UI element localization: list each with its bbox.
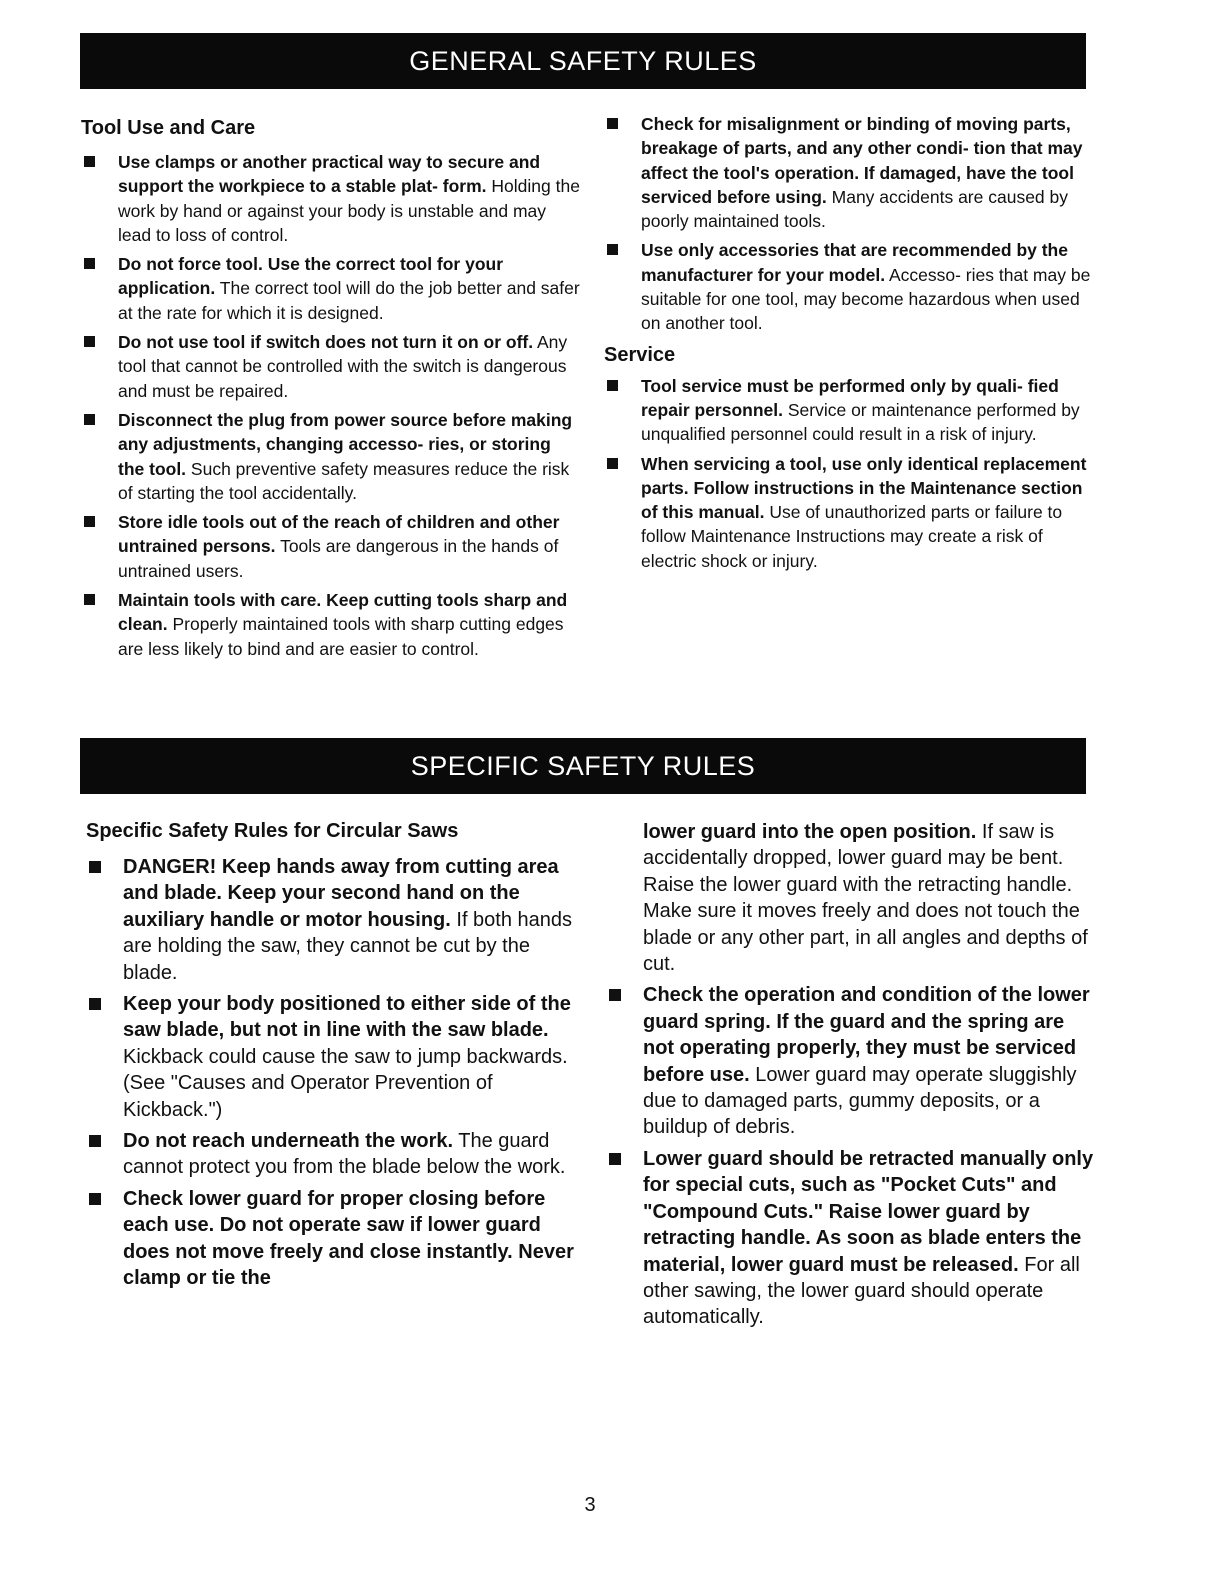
square-bullet-icon	[84, 336, 95, 347]
circular-saw-rules-heading: Specific Safety Rules for Circular Saws	[86, 820, 459, 842]
square-bullet-icon	[607, 118, 618, 129]
list-item: Do not reach underneath the work. The guard cannot protect you from the blade below the work.	[86, 1128, 586, 1181]
square-bullet-icon	[84, 258, 95, 269]
circular-saw-rules-right-column	[606, 819, 1096, 1336]
square-bullet-icon	[84, 594, 95, 605]
list-item: Do not use tool if switch does not turn it on or off. Any tool that cannot be controlled with the switch is dangerous and must be repaired.	[81, 330, 581, 403]
page-number: 3	[584, 1494, 596, 1516]
list-item: Use clamps or another practical way to secure and support the workpiece to a stable plat- form. Holding the work by hand or against your body is unstable and may lead to loss of control.	[81, 150, 581, 247]
tool-use-list	[81, 150, 581, 661]
service-column	[604, 112, 1094, 578]
square-bullet-icon	[84, 414, 95, 425]
list-item: Lower guard should be retracted manually only for special cuts, such as "Pocket Cuts" and "Compound Cuts." Raise lower guard by retracting handle. As soon as blade enters the material, lower guard must be released. For all other sawing, the lower guard should operate automatically.	[606, 1146, 1096, 1331]
square-bullet-icon	[607, 244, 618, 255]
list-item: Use only accessories that are recommended by the manufacturer for your model. Accesso- ries that may be suitable for one tool, may become hazardous when used on another tool.	[604, 238, 1094, 335]
square-bullet-icon	[607, 458, 618, 469]
list-item: DANGER! Keep hands away from cutting area and blade. Keep your second hand on the auxiliary handle or motor housing. If both hands are holding the saw, they cannot be cut by the blade.	[86, 854, 586, 986]
list-item: Keep your body positioned to either side of the saw blade, but not in line with the saw blade. Kickback could cause the saw to jump backwards. (See "Causes and Operator Prevention of Kickback.")	[86, 991, 586, 1123]
square-bullet-icon	[89, 1135, 101, 1147]
list-item: When servicing a tool, use only identical replacement parts. Follow instructions in the Maintenance section of this manual. Use of unauthorized parts or failure to follow Maintenance Instructions may create a risk of electric shock or injury.	[604, 452, 1094, 573]
list-item: Check for misalignment or binding of moving parts, breakage of parts, and any other condi- tion that may affect the tool's operation. If damaged, have the tool serviced before using. Many accidents are caused by poorly maintained tools.	[604, 112, 1094, 233]
square-bullet-icon	[609, 989, 621, 1001]
square-bullet-icon	[609, 1153, 621, 1165]
tool-use-heading: Tool Use and Care	[81, 117, 256, 139]
square-bullet-icon	[84, 156, 95, 167]
list-item: Disconnect the plug from power source before making any adjustments, changing accesso- ries, or storing the tool. Such preventive safety measures reduce the risk of starting the tool accidentally.	[81, 408, 581, 505]
square-bullet-icon	[89, 998, 101, 1010]
service-list	[604, 374, 1094, 573]
list-item: Maintain tools with care. Keep cutting tools sharp and clean. Properly maintained tools with sharp cutting edges are less likely to bind and are easier to control.	[81, 588, 581, 661]
tool-care-list-continued	[604, 112, 1094, 336]
circular-saw-rules-left-column	[86, 818, 586, 1297]
square-bullet-icon	[89, 1193, 101, 1205]
list-item: Do not force tool. Use the correct tool for your application. The correct tool will do the job better and safer at the rate for which it is designed.	[81, 252, 581, 325]
continued-list-item: lower guard into the open position. If saw is accidentally dropped, lower guard may be bent. Raise the lower guard with the retracting handle. Make sure it moves freely and does not touch the blade or any other part, in all angles and depths of cut.	[643, 821, 1088, 976]
specific-safety-rules-banner: SPECIFIC SAFETY RULES	[80, 738, 1086, 794]
list-item: Tool service must be performed only by quali- fied repair personnel. Service or maintenance performed by unqualified personnel could result in a risk of injury.	[604, 374, 1094, 447]
tool-use-column	[81, 115, 581, 666]
service-heading: Service	[604, 343, 676, 366]
circular-saw-rules-list	[86, 854, 586, 1292]
list-item: Check the operation and condition of the lower guard spring. If the guard and the spring are not operating properly, they must be serviced before use. Lower guard may operate sluggishly due to damaged parts, gummy deposits, or a buildup of debris.	[606, 982, 1096, 1140]
square-bullet-icon	[607, 380, 618, 391]
circular-saw-rules-list-continued	[606, 982, 1096, 1330]
list-item: Check lower guard for proper closing before each use. Do not operate saw if lower guard does not move freely and close instantly. Never clamp or tie the	[86, 1186, 586, 1292]
general-safety-rules-banner: GENERAL SAFETY RULES	[80, 33, 1086, 89]
square-bullet-icon	[89, 861, 101, 873]
square-bullet-icon	[84, 516, 95, 527]
list-item: Store idle tools out of the reach of children and other untrained persons. Tools are dangerous in the hands of untrained users.	[81, 510, 581, 583]
